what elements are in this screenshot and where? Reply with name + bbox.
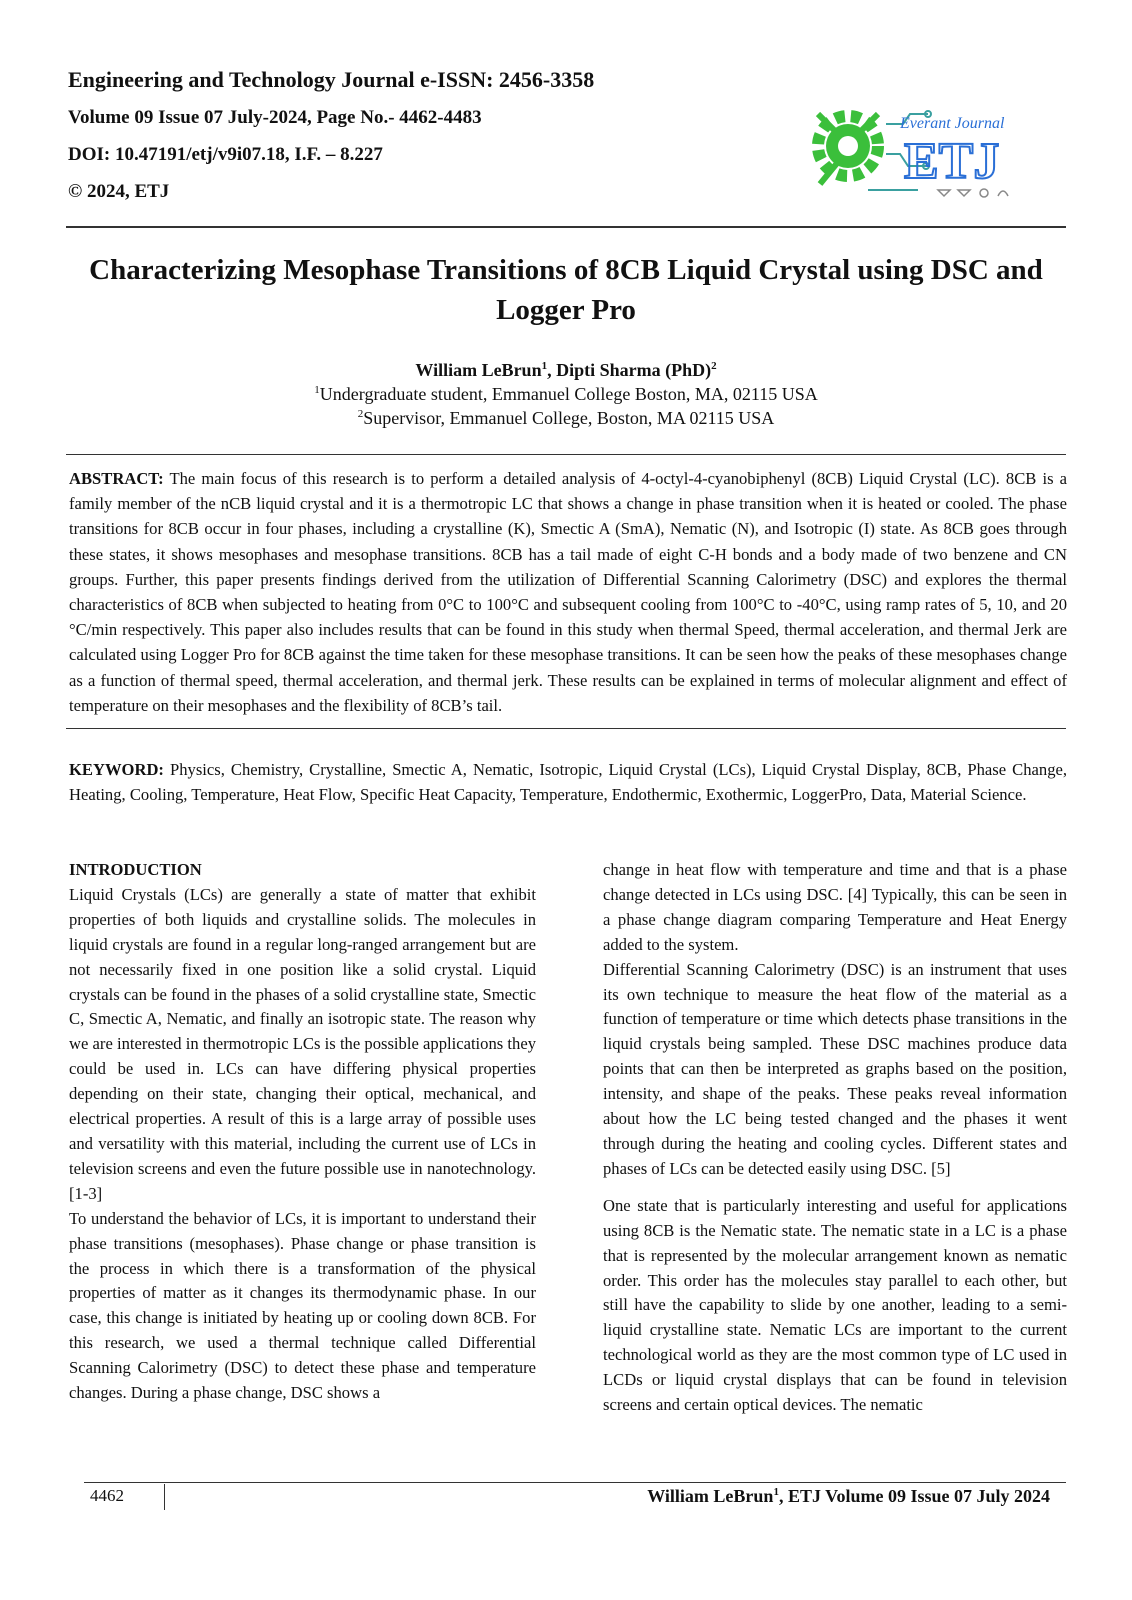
abstract-top-rule: [66, 454, 1066, 455]
abstract-bottom-rule: [66, 728, 1066, 729]
footer-author: William LeBrun: [647, 1486, 774, 1506]
right-paragraph-1: change in heat flow with temperature and time and that is a phase change detected in LCs using DSC. [4] Typically, this can be seen in a phase change diagram comparing Temperature and Heat Energy added to the system.: [603, 860, 1067, 954]
author-separator: ,: [547, 360, 557, 380]
header-rule: [66, 226, 1066, 228]
author-2-sup: 2: [711, 360, 717, 372]
affiliation-1-sup: 1: [314, 384, 320, 396]
footer-divider: [164, 1484, 165, 1510]
logo-text: Everant Journal: [900, 115, 1005, 132]
paper-title: Characterizing Mesophase Transitions of 8CB Liquid Crystal using DSC and Logger Pro: [89, 254, 1043, 326]
intro-paragraph-1: Liquid Crystals (LCs) are generally a state of matter that exhibit properties of both liquids and crystalline solids. The molecules in liquid crystals are found in a regular long-ranged arrangement but are not necessarily fixed in one position like a solid crystal. Liquid crystals can be found in the phases of a solid crystalline state, Smectic C, Smectic A, Nematic, and finally an isotropic state. The reason why we are interested in thermotropic LCs is the possible applications they could be used in. LCs can have differing physical properties depending on their state, changing their optical, mechanical, and electrical properties. A result of this is a large array of possible uses and versatility with this material, including the current use of LCs in television screens and even the future possible use in nanotechnology. [1-3]: [69, 884, 536, 1203]
author-2: Dipti Sharma (PhD): [556, 360, 712, 380]
intro-paragraph-2: To understand the behavior of LCs, it is important to understand their phase transitions (mesophases). Phase change or phase transition is the process in which there is a transformation of the physical properties of matter as it changes its thermodynamic phase. In our case, this change is initiated by heating up or cooling down 8CB. For this research, we used a thermal technique called Differential Scanning Calorimetry (DSC) to detect these phase and temperature changes. During a phase change, DSC shows a: [69, 1208, 536, 1403]
journal-header: [68, 66, 768, 204]
footer-citation: [647, 1484, 1050, 1508]
author-names: [66, 358, 1066, 382]
abstract-text: The main focus of this research is to perform a detailed analysis of 4-octyl-4-cyanobiphenyl (8CB) Liquid Crystal (LC). 8CB is a family member of the nCB liquid crystal and it is a thermotropic LC that shows a change in phase transition when it is heated or cooled. The phase transitions for 8CB occur in four phases, including a crystalline (K), Smectic A (SmA), Nematic (N), and Isotropic (I) state. As 8CB goes through these states, it shows mesophases and mesophase transitions. 8CB has a tail made of eight C-H bonds and a body made of two benzene and CN groups. Further, this paper presents findings derived from the utilization of Differential Scanning Calorimetry (DSC) and explores the thermal characteristics of 8CB when subjected to heating from 0°C to 100°C and subsequent cooling from 100°C to -40°C, using ramp rates of 5, 10, and 20 °C/min respectively. This paper also includes results that can be found in this study when thermal Speed, thermal acceleration, and thermal Jerk are calculated using Logger Pro for 8CB against the time taken for these mesophase transitions. It can be seen how the peaks of these mesophases change as a function of thermal speed, thermal acceleration, and thermal jerk. These results can be explained in terms of molecular alignment and effect of temperature on their mesophases and the flexibility of 8CB’s tail.: [69, 469, 1067, 715]
abstract: [69, 466, 1067, 718]
keyword-label: KEYWORD:: [69, 760, 164, 779]
footer-author-sup: 1: [773, 1486, 779, 1498]
affiliation-1-text: Undergraduate student, Emmanuel College Boston, MA, 02115 USA: [319, 384, 818, 404]
affiliation-1: [66, 382, 1066, 406]
right-paragraph-3: One state that is particularly interesting and useful for applications using 8CB is the Nematic state. The nematic state in a LC is a phase that is represented by the molecular arrangement known as nematic order. This order has the molecules stay parallel to each other, but still have the capability to slide by one another, leading to a semi-liquid crystalline state. Nematic LCs are important to the current technological world as they are the most common type of LC used in LCDs or liquid crystal displays that can be found in television screens and certain optical devices. The nematic: [603, 1195, 1067, 1415]
affiliation-2-text: Supervisor, Emmanuel College, Boston, MA 02115 USA: [363, 408, 775, 428]
author-block: [66, 358, 1066, 430]
volume-info: Volume 09 Issue 07 July-2024, Page No.- 4462-4483: [68, 107, 482, 128]
logo-decoration: [938, 189, 1008, 197]
footer-rule: [84, 1482, 1066, 1483]
footer-citation-text: , ETJ Volume 09 Issue 07 July 2024: [778, 1486, 1050, 1506]
left-column: [69, 858, 536, 1406]
author-1: William LeBrun: [415, 360, 542, 380]
logo-mark: ETJ: [904, 133, 1000, 190]
doi-info: DOI: 10.47191/etj/v9i07.18, I.F. – 8.227: [68, 144, 383, 165]
right-column: [603, 858, 1067, 1418]
journal-name: Engineering and Technology Journal e-ISSN: 2456-3358: [68, 67, 595, 92]
keywords: [69, 757, 1067, 807]
etj-logo: [808, 94, 1026, 206]
affiliation-2-sup: 2: [357, 408, 364, 420]
keyword-text: Physics, Chemistry, Crystalline, Smectic A, Nematic, Isotropic, Liquid Crystal (LCs), Liquid Crystal Display, 8CB, Phase Change, Heating, Cooling, Temperature, Heat Flow, Specific Heat Capacity, Temperature, Endothermic, Exothermic, LoggerPro, Data, Material Science.: [69, 760, 1068, 805]
copyright: © 2024, ETJ: [68, 181, 170, 202]
affiliation-2: [66, 406, 1066, 430]
author-1-sup: 1: [541, 360, 548, 372]
gear-icon: [818, 114, 878, 184]
right-paragraph-2: Differential Scanning Calorimetry (DSC) is an instrument that uses its own technique to measure the heat flow of the material as a function of temperature or time which detects phase transitions in the liquid crystals being sampled. These DSC machines produce data points that can then be interpreted as graphs based on the position, intensity, and shape of the peaks. These peaks reveal information about how the LC being tested changed and the phases it went through during the heating and cooling cycles. Different states and phases of LCs can be detected easily using DSC. [5]: [603, 959, 1067, 1178]
page-number: 4462: [90, 1486, 124, 1505]
abstract-label: ABSTRACT:: [69, 469, 164, 488]
section-heading-introduction: INTRODUCTION: [69, 860, 202, 879]
